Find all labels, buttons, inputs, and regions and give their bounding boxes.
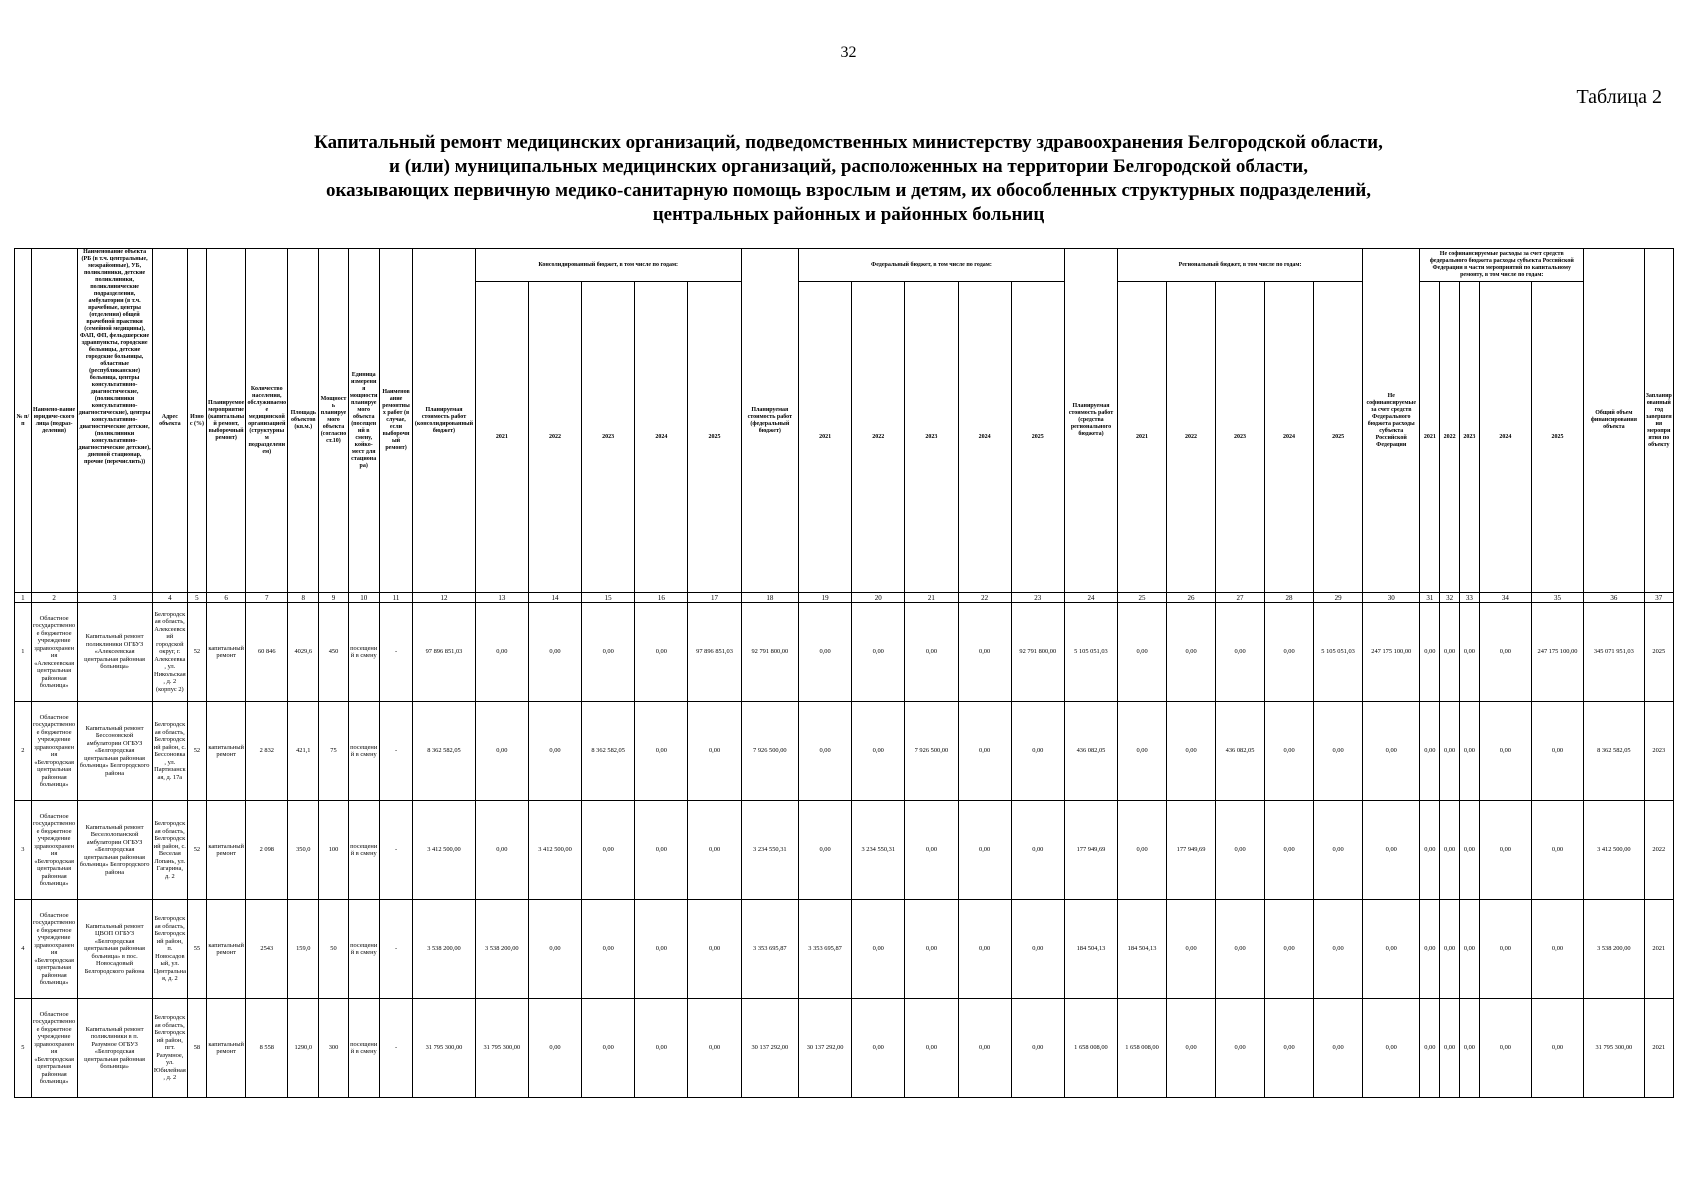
table-cell: 0,00 bbox=[635, 801, 688, 900]
table-cell: 0,00 bbox=[1479, 702, 1531, 801]
table-cell: 97 896 851,03 bbox=[413, 603, 476, 702]
column-number: 7 bbox=[246, 593, 288, 603]
table-cell: 2 bbox=[15, 702, 32, 801]
column-number: 17 bbox=[688, 593, 741, 603]
table-cell: 0,00 bbox=[1265, 999, 1314, 1098]
table-cell: 0,00 bbox=[1440, 603, 1460, 702]
table-cell: 5 bbox=[15, 999, 32, 1098]
table-cell: 3 412 500,00 bbox=[528, 801, 581, 900]
table-cell: Областное государственное бюджетное учреждение здравоохранения «Алексеевская центральная районная больница» bbox=[31, 603, 77, 702]
table-cell: Областное государственное бюджетное учреждение здравоохранения «Белгородская центральная районная больница» bbox=[31, 999, 77, 1098]
table-cell: 3 538 200,00 bbox=[413, 900, 476, 999]
table-cell: 2021 bbox=[1644, 999, 1673, 1098]
table-cell: 184 504,13 bbox=[1118, 900, 1167, 999]
table-cell: 30 137 292,00 bbox=[799, 999, 852, 1098]
column-number: 4 bbox=[152, 593, 187, 603]
header-year: 2024 bbox=[635, 282, 688, 593]
table-cell: Белгородская область, Белгородский район, пгт. Разумное, ул. Юбилейная, д. 2 bbox=[152, 999, 187, 1098]
table-cell: 0,00 bbox=[852, 603, 905, 702]
table-cell: 0,00 bbox=[1460, 801, 1480, 900]
column-number: 32 bbox=[1440, 593, 1460, 603]
table-cell: 0,00 bbox=[1531, 801, 1583, 900]
table-cell: 0,00 bbox=[1167, 900, 1216, 999]
header-total: Общий объем финансирования объекта bbox=[1584, 249, 1644, 593]
table-cell: 0,00 bbox=[1265, 900, 1314, 999]
header-year: 2023 bbox=[905, 282, 958, 593]
header-year: 2022 bbox=[1167, 282, 1216, 593]
column-number: 16 bbox=[635, 593, 688, 603]
header-year: 2021 bbox=[475, 282, 528, 593]
table-cell: 421,1 bbox=[288, 702, 319, 801]
table-cell: 1290,0 bbox=[288, 999, 319, 1098]
document-title bbox=[0, 131, 1697, 227]
table-cell: капитальный ремонт bbox=[206, 603, 246, 702]
table-cell: капитальный ремонт bbox=[206, 900, 246, 999]
column-number: 1 bbox=[15, 593, 32, 603]
table-cell: - bbox=[379, 603, 412, 702]
table-cell: 5 105 051,03 bbox=[1064, 603, 1117, 702]
table-cell: 8 558 bbox=[246, 999, 288, 1098]
table-cell: 2 832 bbox=[246, 702, 288, 801]
column-number: 5 bbox=[188, 593, 207, 603]
table-cell: 0,00 bbox=[1479, 900, 1531, 999]
table-cell: 0,00 bbox=[905, 603, 958, 702]
table-cell: 0,00 bbox=[582, 603, 635, 702]
capital-repair-table bbox=[14, 248, 1674, 1098]
table-cell: Областное государственное бюджетное учреждение здравоохранения «Белгородская центральная районная больница» bbox=[31, 702, 77, 801]
table-row bbox=[15, 702, 1674, 801]
table-cell: 0,00 bbox=[1216, 900, 1265, 999]
title-line-1: Капитальный ремонт медицинских организаций, подведомственных министерству здравоохранения Белгородской области, bbox=[314, 132, 1383, 153]
table-cell: 0,00 bbox=[1363, 801, 1420, 900]
table-cell: - bbox=[379, 801, 412, 900]
table-cell: 3 412 500,00 bbox=[1584, 801, 1644, 900]
table-cell: 0,00 bbox=[635, 900, 688, 999]
table-cell: 0,00 bbox=[475, 603, 528, 702]
column-number: 21 bbox=[905, 593, 958, 603]
table-cell: 0,00 bbox=[958, 702, 1011, 801]
column-number: 10 bbox=[348, 593, 379, 603]
table-cell: 8 362 582,05 bbox=[582, 702, 635, 801]
table-cell: 0,00 bbox=[1363, 999, 1420, 1098]
column-number: 35 bbox=[1531, 593, 1583, 603]
table-cell: 0,00 bbox=[528, 702, 581, 801]
header-regional-group: Региональный бюджет, в том числе по годам: bbox=[1118, 249, 1363, 282]
column-number: 24 bbox=[1064, 593, 1117, 603]
table-row bbox=[15, 900, 1674, 999]
header-year: 2024 bbox=[1265, 282, 1314, 593]
table-cell: 31 795 300,00 bbox=[413, 999, 476, 1098]
header-year: 2025 bbox=[1314, 282, 1363, 593]
table-cell: 0,00 bbox=[1440, 702, 1460, 801]
table-cell: 0,00 bbox=[799, 603, 852, 702]
table-cell: 0,00 bbox=[1420, 702, 1440, 801]
table-cell: 0,00 bbox=[1314, 999, 1363, 1098]
table-cell: 0,00 bbox=[1363, 900, 1420, 999]
column-number: 11 bbox=[379, 593, 412, 603]
table-cell: 345 071 951,03 bbox=[1584, 603, 1644, 702]
column-number: 6 bbox=[206, 593, 246, 603]
header-planned-cost-consolidated: Планируемая стоимость работ (консолидированный бюджет) bbox=[413, 249, 476, 593]
header-unit: Единица измерения мощности планируемого объекта (посещений в смену, койко-мест для стационара) bbox=[348, 249, 379, 593]
table-cell: 75 bbox=[319, 702, 348, 801]
table-cell: 0,00 bbox=[1460, 603, 1480, 702]
table-cell: 1 bbox=[15, 603, 32, 702]
table-cell: 50 bbox=[319, 900, 348, 999]
table-cell: 0,00 bbox=[1265, 801, 1314, 900]
table-cell: Капитальный ремонт Бессоновской амбулатории ОГБУЗ «Белгородская центральная районная больница» Белгородского района bbox=[77, 702, 152, 801]
header-population: Количество населения, обслуживаемое медицинской организацией (структурным подразделением) bbox=[246, 249, 288, 593]
table-cell: 0,00 bbox=[1216, 603, 1265, 702]
table-cell: 0,00 bbox=[905, 999, 958, 1098]
table-cell: посещений в смену bbox=[348, 603, 379, 702]
table-cell: 2 098 bbox=[246, 801, 288, 900]
table-cell: 0,00 bbox=[635, 702, 688, 801]
table-cell: 0,00 bbox=[635, 999, 688, 1098]
table-cell: 8 362 582,05 bbox=[1584, 702, 1644, 801]
header-object-name: Наименование объекта (РБ (в т.ч. центральные, межрайонные), УБ, поликлиники, детские поликлиники, поликлинические подразделения, амбулатории (в т.ч. врачебные, центры (отделения) общей врачебной практики (семейной медицины), ФАП, ФП, фельдшерские здравпункты, городские больницы, детские городские больницы, областные (республиканские) больница, центры консультативно-диагностические, (поликлиники консультативно-диагностические), центры консультативно-диагностические детские, (поликлиники консультативно-диагностические детские), дневной стационар, прочие (перечислить)) bbox=[77, 249, 152, 593]
column-number: 34 bbox=[1479, 593, 1531, 603]
table-cell: посещений в смену bbox=[348, 900, 379, 999]
table-cell: 177 949,69 bbox=[1167, 801, 1216, 900]
table-cell: 0,00 bbox=[1314, 702, 1363, 801]
table-cell: 0,00 bbox=[1531, 702, 1583, 801]
table-cell: 0,00 bbox=[1265, 603, 1314, 702]
table-cell: капитальный ремонт bbox=[206, 702, 246, 801]
table-cell: Белгородская область, Белгородский район, с. Бессоновка, ул. Партизанская, д. 17а bbox=[152, 702, 187, 801]
header-federal-group: Федеральный бюджет, в том числе по годам: bbox=[799, 249, 1065, 282]
table-cell: 436 082,05 bbox=[1064, 702, 1117, 801]
table-cell: 2023 bbox=[1644, 702, 1673, 801]
table-cell: 0,00 bbox=[1314, 801, 1363, 900]
table-cell: 0,00 bbox=[1479, 999, 1531, 1098]
table-cell: 0,00 bbox=[582, 999, 635, 1098]
table-cell: 0,00 bbox=[958, 801, 1011, 900]
table-cell: 4 bbox=[15, 900, 32, 999]
table-cell: 0,00 bbox=[905, 801, 958, 900]
table-cell: 30 137 292,00 bbox=[741, 999, 798, 1098]
table-cell: 3 353 695,87 bbox=[799, 900, 852, 999]
table-cell: 0,00 bbox=[635, 603, 688, 702]
table-cell: 0,00 bbox=[1118, 702, 1167, 801]
column-number: 15 bbox=[582, 593, 635, 603]
table-cell: 0,00 bbox=[1314, 900, 1363, 999]
table-cell: 0,00 bbox=[905, 900, 958, 999]
table-cell: 247 175 100,00 bbox=[1531, 603, 1583, 702]
table-cell: 7 926 500,00 bbox=[741, 702, 798, 801]
table-cell: 0,00 bbox=[1531, 900, 1583, 999]
header-year: 2025 bbox=[1011, 282, 1064, 593]
table-cell: 300 bbox=[319, 999, 348, 1098]
table-cell: Капитальный ремонт ЦВОП ОГБУЗ «Белгородская центральная районная больница» в пос. Новосадовый Белгородского района bbox=[77, 900, 152, 999]
table-row bbox=[15, 801, 1674, 900]
table-cell: 0,00 bbox=[1167, 702, 1216, 801]
table-cell: 0,00 bbox=[1420, 999, 1440, 1098]
table-cell: 0,00 bbox=[1420, 801, 1440, 900]
header-capacity: Мощность планируемого объекта (согласно ст.10) bbox=[319, 249, 348, 593]
table-cell: 1 658 008,00 bbox=[1118, 999, 1167, 1098]
column-number: 29 bbox=[1314, 593, 1363, 603]
column-number: 28 bbox=[1265, 593, 1314, 603]
header-year: 2022 bbox=[852, 282, 905, 593]
table-cell: 0,00 bbox=[1118, 801, 1167, 900]
table-cell: 184 504,13 bbox=[1064, 900, 1117, 999]
header-year: 2021 bbox=[1420, 282, 1440, 593]
header-year: 2021 bbox=[799, 282, 852, 593]
table-cell: Белгородская область, Белгородский район, с. Веселая Лопань, ул. Гагарина, д. 2 bbox=[152, 801, 187, 900]
table-cell: 2025 bbox=[1644, 603, 1673, 702]
table-cell: 52 bbox=[188, 801, 207, 900]
column-number: 18 bbox=[741, 593, 798, 603]
table-cell: 0,00 bbox=[582, 801, 635, 900]
table-cell: 0,00 bbox=[528, 603, 581, 702]
table-cell: 0,00 bbox=[582, 900, 635, 999]
header-year: 2025 bbox=[1531, 282, 1583, 593]
column-number: 22 bbox=[958, 593, 1011, 603]
column-number: 30 bbox=[1363, 593, 1420, 603]
table-row bbox=[15, 999, 1674, 1098]
table-cell: Областное государственное бюджетное учреждение здравоохранения «Белгородская центральная районная больница» bbox=[31, 801, 77, 900]
table-cell: капитальный ремонт bbox=[206, 999, 246, 1098]
column-number: 3 bbox=[77, 593, 152, 603]
table-cell: 159,0 bbox=[288, 900, 319, 999]
column-number: 33 bbox=[1460, 593, 1480, 603]
header-planned-cost-regional: Планируемая стоимость работ (средства регионального бюджета) bbox=[1064, 249, 1117, 593]
table-cell: 0,00 bbox=[1460, 900, 1480, 999]
table-cell: 4029,6 bbox=[288, 603, 319, 702]
title-line-4: центральных районных и районных больниц bbox=[652, 204, 1045, 225]
table-cell: 8 362 582,05 bbox=[413, 702, 476, 801]
column-number: 31 bbox=[1420, 593, 1440, 603]
column-number: 25 bbox=[1118, 593, 1167, 603]
column-number: 26 bbox=[1167, 593, 1216, 603]
table-cell: 0,00 bbox=[1118, 603, 1167, 702]
table-cell: 0,00 bbox=[799, 801, 852, 900]
column-number: 2 bbox=[31, 593, 77, 603]
header-nonco: Не софинансируемые за счет средств Федерального бюджета расходы субъекта Российской Федерации bbox=[1363, 249, 1420, 593]
header-year: 2025 bbox=[688, 282, 741, 593]
table-cell: 0,00 bbox=[1440, 801, 1460, 900]
table-cell: 31 795 300,00 bbox=[1584, 999, 1644, 1098]
table-cell: 0,00 bbox=[688, 900, 741, 999]
table-cell: 0,00 bbox=[1420, 603, 1440, 702]
table-cell: 0,00 bbox=[958, 603, 1011, 702]
column-number: 8 bbox=[288, 593, 319, 603]
table-cell: 0,00 bbox=[528, 999, 581, 1098]
table-cell: 0,00 bbox=[1265, 702, 1314, 801]
column-number: 27 bbox=[1216, 593, 1265, 603]
table-cell: 0,00 bbox=[1479, 603, 1531, 702]
header-wear: Износ (%) bbox=[188, 249, 207, 593]
table-cell: 0,00 bbox=[958, 900, 1011, 999]
table-cell: капитальный ремонт bbox=[206, 801, 246, 900]
table-cell: 0,00 bbox=[1363, 702, 1420, 801]
table-cell: 0,00 bbox=[1479, 801, 1531, 900]
table-cell: Капитальный ремонт Веселолопанской амбулатории ОГБУЗ «Белгородская центральная районная больница» Белгородского района bbox=[77, 801, 152, 900]
table-cell: 3 538 200,00 bbox=[1584, 900, 1644, 999]
table-cell: 5 105 051,03 bbox=[1314, 603, 1363, 702]
table-cell: 0,00 bbox=[475, 702, 528, 801]
table-cell: 0,00 bbox=[1011, 801, 1064, 900]
column-number: 36 bbox=[1584, 593, 1644, 603]
table-label: Таблица 2 bbox=[1576, 86, 1662, 108]
table-cell: 1 658 008,00 bbox=[1064, 999, 1117, 1098]
table-cell: 350,0 bbox=[288, 801, 319, 900]
table-cell: 0,00 bbox=[1440, 999, 1460, 1098]
header-year: 2022 bbox=[528, 282, 581, 593]
table-cell: 7 926 500,00 bbox=[905, 702, 958, 801]
header-planned-event: Планируемое мероприятие (капитальный ремонт, выборочный ремонт) bbox=[206, 249, 246, 593]
table-cell: 0,00 bbox=[852, 999, 905, 1098]
table-cell: 0,00 bbox=[688, 702, 741, 801]
header-address: Адрес объекта bbox=[152, 249, 187, 593]
table-cell: 0,00 bbox=[852, 702, 905, 801]
table-cell: 247 175 100,00 bbox=[1363, 603, 1420, 702]
page-number: 32 bbox=[840, 44, 857, 61]
header-year: 2022 bbox=[1440, 282, 1460, 593]
table-cell: 52 bbox=[188, 702, 207, 801]
table-cell: 2022 bbox=[1644, 801, 1673, 900]
column-number: 37 bbox=[1644, 593, 1673, 603]
table-cell: 2021 bbox=[1644, 900, 1673, 999]
table-cell: 3 234 550,31 bbox=[852, 801, 905, 900]
table-cell: 92 791 800,00 bbox=[741, 603, 798, 702]
table-cell: 0,00 bbox=[1216, 999, 1265, 1098]
table-cell: 0,00 bbox=[688, 801, 741, 900]
header-year: 2023 bbox=[582, 282, 635, 593]
column-number: 19 bbox=[799, 593, 852, 603]
header-year: 2021 bbox=[1118, 282, 1167, 593]
table-cell: 3 412 500,00 bbox=[413, 801, 476, 900]
table-cell: 0,00 bbox=[1460, 999, 1480, 1098]
table-cell: 0,00 bbox=[475, 801, 528, 900]
table-row bbox=[15, 603, 1674, 702]
table-cell: - bbox=[379, 999, 412, 1098]
table-cell: 0,00 bbox=[1167, 999, 1216, 1098]
column-number: 9 bbox=[319, 593, 348, 603]
table-cell: 3 bbox=[15, 801, 32, 900]
header-area: Площадь объектов (кв.м.) bbox=[288, 249, 319, 593]
table-cell: 3 234 550,31 bbox=[741, 801, 798, 900]
table-cell: 0,00 bbox=[1460, 702, 1480, 801]
header-consolidated-group: Консолидированный бюджет, в том числе по годам: bbox=[475, 249, 741, 282]
table-cell: 0,00 bbox=[799, 702, 852, 801]
table-cell: Белгородская область, Белгородский район, п. Новосадовый, ул. Центральная, д. 2 bbox=[152, 900, 187, 999]
table-cell: - bbox=[379, 900, 412, 999]
table-cell: 0,00 bbox=[528, 900, 581, 999]
table-cell: 58 bbox=[188, 999, 207, 1098]
table-cell: Капитальный ремонт поликлиники ОГБУЗ «Алексеевская центральная районная больница» bbox=[77, 603, 152, 702]
table-cell: 0,00 bbox=[852, 900, 905, 999]
table-cell: 0,00 bbox=[1420, 900, 1440, 999]
table-cell: посещений в смену bbox=[348, 801, 379, 900]
header-legal-entity: Наимено-вание юридиче-ского лица (подраз-деления) bbox=[31, 249, 77, 593]
table-cell: 97 896 851,03 bbox=[688, 603, 741, 702]
column-number: 14 bbox=[528, 593, 581, 603]
table-cell: 2543 bbox=[246, 900, 288, 999]
table-cell: 31 795 300,00 bbox=[475, 999, 528, 1098]
column-number: 23 bbox=[1011, 593, 1064, 603]
table-cell: 100 bbox=[319, 801, 348, 900]
table-cell: 450 bbox=[319, 603, 348, 702]
table-cell: 0,00 bbox=[1011, 702, 1064, 801]
table-cell: посещений в смену bbox=[348, 702, 379, 801]
column-numbers-row bbox=[15, 593, 1674, 603]
table-cell: 0,00 bbox=[1167, 603, 1216, 702]
header-completion-year: Запланированный год завершения мероприятия по объекту bbox=[1644, 249, 1673, 593]
table-cell: 0,00 bbox=[958, 999, 1011, 1098]
column-number: 20 bbox=[852, 593, 905, 603]
table-cell: посещений в смену bbox=[348, 999, 379, 1098]
table-cell: 0,00 bbox=[1011, 900, 1064, 999]
header-year: 2023 bbox=[1216, 282, 1265, 593]
header-year: 2024 bbox=[958, 282, 1011, 593]
column-number: 12 bbox=[413, 593, 476, 603]
header-planned-cost-federal: Планируемая стоимость работ (федеральный бюджет) bbox=[741, 249, 798, 593]
table-cell: Капитальный ремонт поликлиники в п. Разумное ОГБУЗ «Белгородская центральная районная больница» bbox=[77, 999, 152, 1098]
table-cell: 0,00 bbox=[688, 999, 741, 1098]
column-number: 13 bbox=[475, 593, 528, 603]
table-cell: 436 082,05 bbox=[1216, 702, 1265, 801]
table-cell: 60 846 bbox=[246, 603, 288, 702]
table-cell: 0,00 bbox=[1440, 900, 1460, 999]
table-cell: 0,00 bbox=[1011, 999, 1064, 1098]
header-num: № п/п bbox=[15, 249, 32, 593]
table-cell: 92 791 800,00 bbox=[1011, 603, 1064, 702]
table-cell: 0,00 bbox=[1216, 801, 1265, 900]
table-cell: Белгородская область, Алексеевский городской округ, г. Алексеевка, ул. Никольская, д. 2 (корпус 2) bbox=[152, 603, 187, 702]
header-year: 2023 bbox=[1460, 282, 1480, 593]
table-cell: 3 353 695,87 bbox=[741, 900, 798, 999]
title-line-2: и (или) муниципальных медицинских организаций, расположенных на территории Белгородской области, bbox=[389, 156, 1308, 177]
table-cell: 55 bbox=[188, 900, 207, 999]
table-cell: - bbox=[379, 702, 412, 801]
header-year: 2024 bbox=[1479, 282, 1531, 593]
table-cell: 3 538 200,00 bbox=[475, 900, 528, 999]
title-line-3: оказывающих первичную медико-санитарную помощь взрослым и детям, их обособленных структурных подразделений, bbox=[325, 180, 1372, 201]
header-nonco-group: Не софинансируемые расходы за счет средств федерального бюджета расходы субъекта Российской Федерации в части мероприятий по капитальному ремонту, в том числе по годам: bbox=[1420, 249, 1584, 282]
header-works-name: Наименование ремонтных работ (в случае, если выборочный ремонт) bbox=[379, 249, 412, 593]
table-cell: 177 949,69 bbox=[1064, 801, 1117, 900]
table-cell: Областное государственное бюджетное учреждение здравоохранения «Белгородская центральная районная больница» bbox=[31, 900, 77, 999]
table-cell: 0,00 bbox=[1531, 999, 1583, 1098]
table-cell: 52 bbox=[188, 603, 207, 702]
